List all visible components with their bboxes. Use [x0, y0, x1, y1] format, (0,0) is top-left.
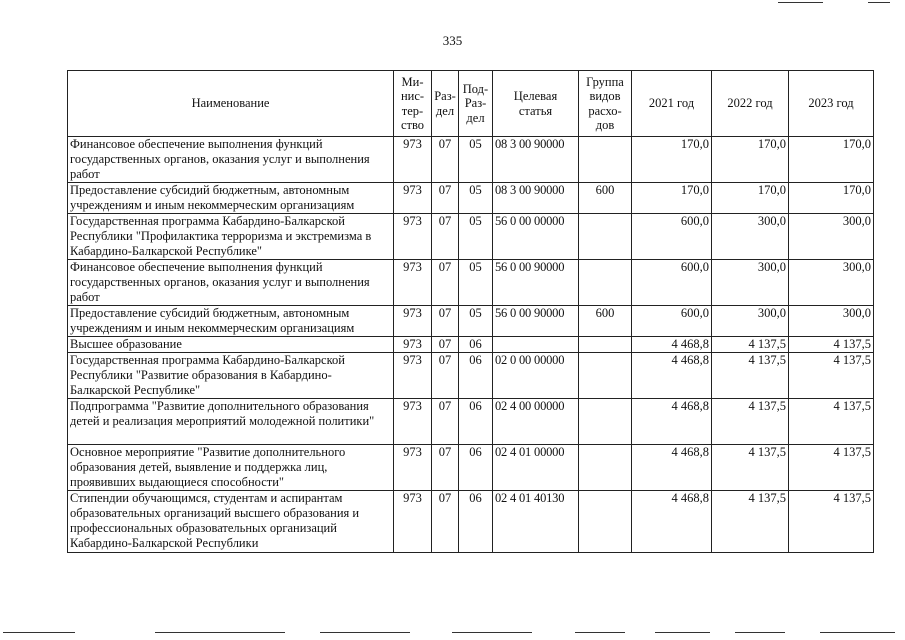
scan-line: [868, 2, 890, 3]
table-row: [68, 337, 874, 353]
row-target: 56 0 00 90000: [493, 306, 579, 337]
row-2021: 4 468,8: [632, 353, 712, 399]
header-subsection: Под- Раз- дел: [459, 71, 493, 137]
row-2023: 4 137,5: [789, 445, 874, 491]
header-ministry: Ми- нис- тер- ство: [394, 71, 432, 137]
row-name: Финансовое обеспечение выполнения функций государственных органов, оказания услуг и выполнения работ: [68, 260, 394, 306]
row-2022: 300,0: [712, 306, 789, 337]
row-section: 07: [432, 491, 459, 553]
table-row: [68, 445, 874, 491]
row-2021: 600,0: [632, 306, 712, 337]
row-name: Предоставление субсидий бюджетным, автономным учреждениям и иным некоммерческим организациям: [68, 306, 394, 337]
scan-line: [735, 632, 785, 633]
row-name: Высшее образование: [68, 337, 394, 353]
row-2023: 170,0: [789, 183, 874, 214]
row-group: [579, 260, 632, 306]
row-ministry: 973: [394, 260, 432, 306]
row-ministry: 973: [394, 183, 432, 214]
row-name: Стипендии обучающимся, студентам и аспирантам образовательных организаций высшего образования и профессиональных образовательных организаций Кабардино-Балкарской Республики: [68, 491, 394, 553]
row-2022: 170,0: [712, 183, 789, 214]
row-group: [579, 399, 632, 445]
row-target: 02 4 00 00000: [493, 399, 579, 445]
header-expense-group: Группа видов расхо- дов: [579, 71, 632, 137]
row-ministry: 973: [394, 445, 432, 491]
row-2022: 4 137,5: [712, 353, 789, 399]
row-ministry: 973: [394, 353, 432, 399]
row-name: Государственная программа Кабардино-Балкарской Республики "Профилактика терроризма и экстремизма в Кабардино-Балкарской Республике": [68, 214, 394, 260]
scan-line: [778, 2, 823, 3]
row-group: [579, 214, 632, 260]
table-row: [68, 214, 874, 260]
scan-line: [3, 632, 75, 633]
header-2021: 2021 год: [632, 71, 712, 137]
row-target: 02 4 01 40130: [493, 491, 579, 553]
row-2022: 170,0: [712, 137, 789, 183]
row-2023: 4 137,5: [789, 337, 874, 353]
row-subsection: 06: [459, 445, 493, 491]
header-2023: 2023 год: [789, 71, 874, 137]
scan-line: [820, 632, 895, 633]
row-2021: 4 468,8: [632, 491, 712, 553]
row-subsection: 06: [459, 491, 493, 553]
scan-line: [155, 632, 285, 633]
row-group: 600: [579, 306, 632, 337]
row-2023: 170,0: [789, 137, 874, 183]
row-group: [579, 491, 632, 553]
row-subsection: 06: [459, 353, 493, 399]
row-target: 02 0 00 00000: [493, 353, 579, 399]
row-2022: 4 137,5: [712, 445, 789, 491]
row-subsection: 05: [459, 137, 493, 183]
row-2023: 300,0: [789, 306, 874, 337]
row-2023: 4 137,5: [789, 399, 874, 445]
row-name: Подпрограмма "Развитие дополнительного образования детей и реализация мероприятий молодежной политики": [68, 399, 394, 445]
row-subsection: 05: [459, 306, 493, 337]
table-row: [68, 137, 874, 183]
row-2021: 600,0: [632, 214, 712, 260]
row-name: Государственная программа Кабардино-Балкарской Республики "Развитие образования в Кабардино-Балкарской Республике": [68, 353, 394, 399]
header-section: Раз- дел: [432, 71, 459, 137]
table-row: [68, 353, 874, 399]
row-subsection: 05: [459, 214, 493, 260]
row-2023: 4 137,5: [789, 353, 874, 399]
table-row: [68, 260, 874, 306]
row-name: Финансовое обеспечение выполнения функций государственных органов, оказания услуг и выполнения работ: [68, 137, 394, 183]
row-subsection: 05: [459, 183, 493, 214]
header-2022: 2022 год: [712, 71, 789, 137]
row-target: 08 3 00 90000: [493, 137, 579, 183]
row-target: [493, 337, 579, 353]
row-target: 08 3 00 90000: [493, 183, 579, 214]
row-ministry: 973: [394, 306, 432, 337]
row-subsection: 05: [459, 260, 493, 306]
row-2023: 4 137,5: [789, 491, 874, 553]
row-target: 02 4 01 00000: [493, 445, 579, 491]
row-2021: 4 468,8: [632, 337, 712, 353]
row-group: [579, 353, 632, 399]
row-ministry: 973: [394, 137, 432, 183]
table-row: [68, 491, 874, 553]
row-section: 07: [432, 399, 459, 445]
row-section: 07: [432, 306, 459, 337]
row-2021: 4 468,8: [632, 445, 712, 491]
row-group: [579, 445, 632, 491]
row-2021: 170,0: [632, 137, 712, 183]
row-section: 07: [432, 337, 459, 353]
row-section: 07: [432, 137, 459, 183]
row-group: [579, 337, 632, 353]
row-target: 56 0 00 00000: [493, 214, 579, 260]
scan-line: [320, 632, 410, 633]
row-2022: 300,0: [712, 214, 789, 260]
row-2022: 4 137,5: [712, 399, 789, 445]
table-row: [68, 399, 874, 445]
row-group: [579, 137, 632, 183]
row-2023: 300,0: [789, 214, 874, 260]
row-subsection: 06: [459, 399, 493, 445]
row-2021: 4 468,8: [632, 399, 712, 445]
budget-table: [67, 70, 874, 553]
row-group: 600: [579, 183, 632, 214]
row-name: Основное мероприятие "Развитие дополнительного образования детей, выявление и поддержка лиц, проявивших выдающиеся способности": [68, 445, 394, 491]
row-2021: 170,0: [632, 183, 712, 214]
row-name: Предоставление субсидий бюджетным, автономным учреждениям и иным некоммерческим организациям: [68, 183, 394, 214]
table-row: [68, 183, 874, 214]
scan-line: [452, 632, 532, 633]
row-section: 07: [432, 214, 459, 260]
page-number: 335: [442, 33, 463, 48]
row-target: 56 0 00 90000: [493, 260, 579, 306]
scan-line: [655, 632, 710, 633]
row-2022: 4 137,5: [712, 337, 789, 353]
table-row: [68, 306, 874, 337]
row-section: 07: [432, 353, 459, 399]
row-section: 07: [432, 260, 459, 306]
row-subsection: 06: [459, 337, 493, 353]
row-2023: 300,0: [789, 260, 874, 306]
row-ministry: 973: [394, 337, 432, 353]
row-ministry: 973: [394, 214, 432, 260]
header-target: Целевая статья: [493, 71, 579, 137]
row-section: 07: [432, 183, 459, 214]
scan-line: [575, 632, 625, 633]
row-section: 07: [432, 445, 459, 491]
header-name: Наименование: [68, 71, 394, 137]
row-ministry: 973: [394, 399, 432, 445]
row-2022: 300,0: [712, 260, 789, 306]
row-2021: 600,0: [632, 260, 712, 306]
row-2022: 4 137,5: [712, 491, 789, 553]
header-row: [68, 71, 874, 137]
row-ministry: 973: [394, 491, 432, 553]
